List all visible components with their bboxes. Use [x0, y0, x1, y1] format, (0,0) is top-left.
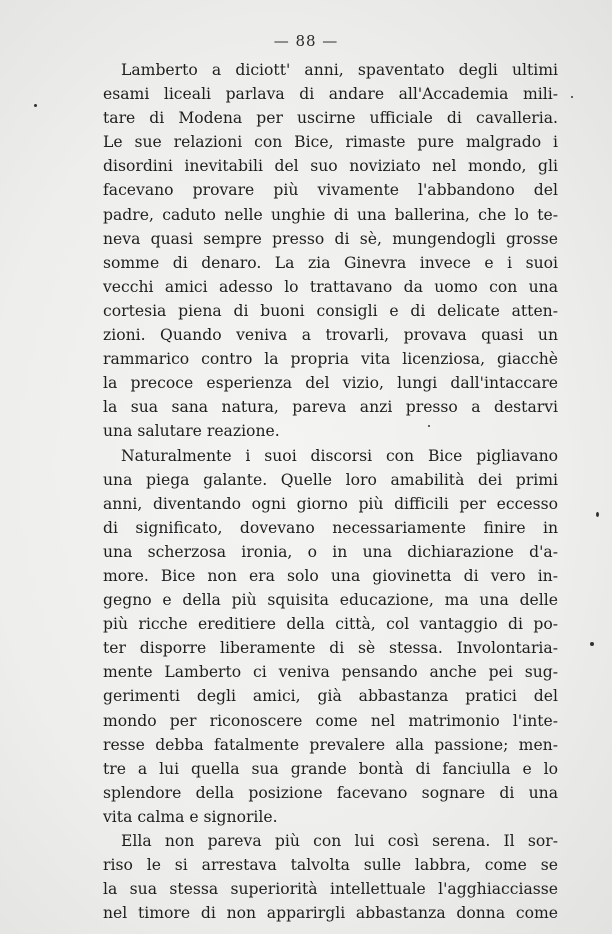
text-line: disordini inevitabili del suo noviziato nel mondo, gli — [103, 157, 558, 176]
text-line: rammarico contro la propria vita licenziosa, giacchè — [103, 350, 558, 369]
text-line: facevano provare più vivamente l'abbandono del — [103, 181, 558, 200]
print-speck — [596, 512, 599, 517]
text-line: vita calma e signorile. — [103, 807, 278, 826]
text-line: gegno e della più squisita educazione, ma una delle — [103, 591, 558, 610]
page-number: — 88 — — [273, 32, 339, 50]
text-line: esami liceali parlava di andare all'Accademia mili- — [103, 85, 558, 104]
text-line: tare di Modena per uscirne ufficiale di cavalleria. — [103, 109, 558, 128]
text-line: la sua stessa superiorità intellettuale l'agghiacciasse — [103, 880, 558, 899]
text-line: anni, diventando ogni giorno più difficili per eccesso — [103, 494, 558, 513]
text-line: splendore della posizione facevano sognare di una — [103, 783, 558, 802]
text-line: gerimenti degli amici, già abbastanza pratici del — [103, 687, 558, 706]
text-line: Lamberto a diciott' anni, spaventato degli ultimi — [121, 61, 558, 79]
print-speck — [571, 96, 573, 98]
print-speck — [34, 104, 37, 107]
text-line: zioni. Quando veniva a trovarli, provava quasi un — [103, 326, 558, 345]
text-line: more. Bice non era solo una giovinetta di vero in- — [103, 566, 558, 585]
text-line: Naturalmente i suoi discorsi con Bice pigliavano — [121, 446, 558, 465]
text-line: mente Lamberto ci veniva pensando anche pei sug- — [103, 663, 558, 682]
text-line: vecchi amici adesso lo trattavano da uomo con una — [103, 277, 558, 296]
text-line: una piega galante. Quelle loro amabilità dei primi — [103, 470, 558, 489]
text-line: tre a lui quella sua grande bontà di fanciulla e lo — [103, 759, 558, 778]
body-text — [103, 58, 558, 925]
text-line: padre, caduto nelle unghie di una ballerina, che lo te- — [103, 205, 558, 224]
text-line: neva quasi sempre presso di sè, mungendogli grosse — [103, 229, 558, 248]
text-line: una scherzosa ironia, o in una dichiarazione d'a- — [103, 542, 558, 561]
text-line: Ella non pareva più con lui così serena. Il sor- — [121, 832, 558, 850]
text-line: cortesia piena di buoni consigli e di delicate atten- — [103, 301, 558, 320]
text-line: somme di denaro. La zia Ginevra invece e i suoi — [103, 253, 558, 272]
text-line: una salutare reazione. — [103, 422, 280, 441]
text-line: la precoce esperienza del vizio, lungi dall'intaccare — [103, 374, 558, 393]
text-line: la sua sana natura, pareva anzi presso a destarvi — [103, 398, 558, 417]
text-line: di significato, dovevano necessariamente finire in — [103, 518, 558, 537]
text-line: più ricche ereditiere della città, col vantaggio di po- — [103, 615, 558, 634]
print-speck — [590, 642, 594, 646]
text-line: nel timore di non apparirgli abbastanza donna come — [103, 904, 558, 923]
text-line: resse debba fatalmente prevalere alla passione; men- — [103, 735, 558, 754]
text-line: ter disporre liberamente di sè stessa. Involontaria- — [103, 639, 558, 658]
text-line: riso le si arrestava talvolta sulle labbra, come se — [103, 856, 558, 875]
text-line: Le sue relazioni con Bice, rimaste pure malgrado i — [103, 133, 558, 152]
text-line: mondo per riconoscere come nel matrimonio l'inte- — [103, 711, 558, 730]
